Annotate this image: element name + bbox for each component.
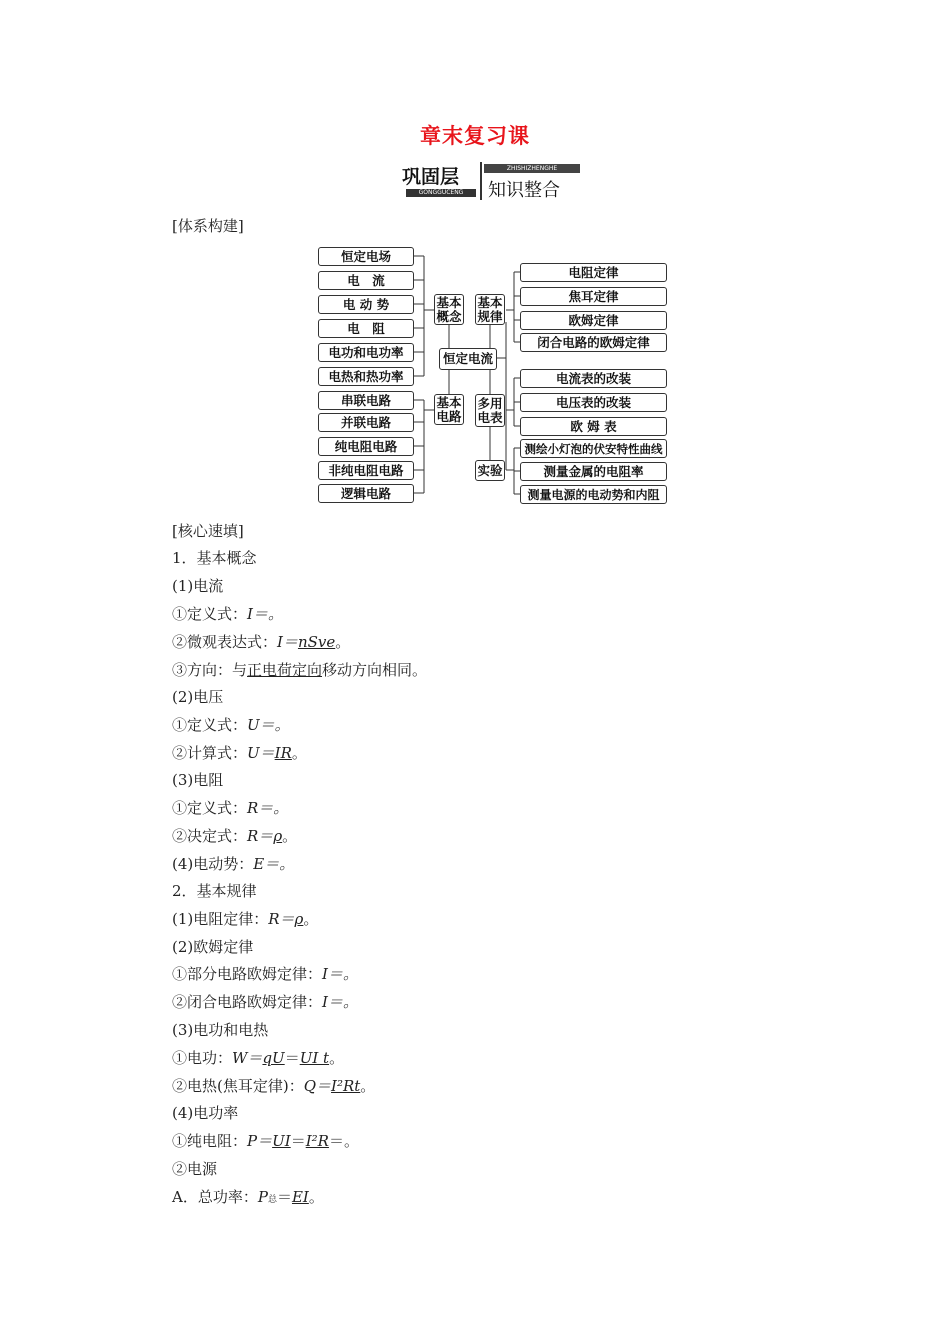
label: (1)电阻定律： xyxy=(172,910,269,928)
formula: R＝ xyxy=(268,910,295,928)
map-node-concept xyxy=(434,294,464,325)
map-item-logic: 逻辑电路 xyxy=(318,484,414,503)
formula: I＝。 xyxy=(322,993,358,1011)
voltage-heading: (2)电压 xyxy=(172,688,224,706)
page-title: 章末复习课 xyxy=(420,123,530,148)
map-item-current: 电 流 xyxy=(318,271,414,290)
answer: qU xyxy=(262,1049,285,1067)
formula: W＝ xyxy=(232,1049,263,1067)
text: 移动方向相同。 xyxy=(322,661,428,679)
label: ①定义式： xyxy=(172,605,248,623)
resist-heading: (3)电阻 xyxy=(172,771,224,789)
formula: R＝。 xyxy=(247,799,289,817)
heat-line: ②电热(焦耳定律)：Q＝I²Rt。 xyxy=(172,1077,376,1095)
resistance-law: (1)电阻定律：R＝ρ。 xyxy=(172,910,319,928)
map-item-pure-resistive: 纯电阻电路 xyxy=(318,437,414,456)
label: ②决定式： xyxy=(172,827,248,845)
label: ②微观表达式： xyxy=(172,633,278,651)
map-meter-ammeter: 电流表的改装 xyxy=(520,369,667,388)
answer: nSve xyxy=(297,633,336,651)
current-definition xyxy=(172,603,283,624)
map-item-parallel: 并联电路 xyxy=(318,413,414,432)
power-heading: (4)电功率 xyxy=(172,1104,239,1122)
banner-right-text: 知识整合 xyxy=(488,180,560,201)
answer: I²R xyxy=(305,1132,329,1150)
resist-determine: ②决定式：R＝ρ。 xyxy=(172,827,298,845)
ohm-heading: (2)欧姆定律 xyxy=(172,938,254,956)
work-line: ①电功：W＝qU＝UI t。 xyxy=(172,1049,345,1067)
ending: ＝。 xyxy=(328,1132,359,1150)
map-node-law-label: 基本 规律 xyxy=(477,294,503,324)
formula: U＝ xyxy=(247,744,275,762)
equals: ＝ xyxy=(276,1188,292,1206)
label: (4)电动势： xyxy=(172,855,254,873)
ohm-closed xyxy=(172,991,358,1012)
label: ①定义式： xyxy=(172,716,248,734)
map-exp-emf: 测量电源的电动势和内阻 xyxy=(520,485,667,504)
ohm-partial xyxy=(172,963,358,984)
map-item-heat-power: 电热和热功率 xyxy=(318,367,414,386)
label: ①部分电路欧姆定律： xyxy=(172,965,323,983)
answer: UI xyxy=(272,1132,291,1150)
map-law-ohm: 欧姆定律 xyxy=(520,311,667,330)
map-law-closed-ohm: 闭合电路的欧姆定律 xyxy=(520,333,667,352)
map-exp-bulb: 测绘小灯泡的伏安特性曲线 xyxy=(520,439,667,458)
label: ①电功： xyxy=(172,1049,233,1067)
map-node-center: 恒定电流 xyxy=(439,348,497,370)
banner-divider xyxy=(480,162,482,200)
label: ②闭合电路欧姆定律： xyxy=(172,993,323,1011)
formula: I＝ xyxy=(277,633,298,651)
formula: E＝。 xyxy=(253,855,295,873)
pure-resist-line xyxy=(172,1130,359,1151)
map-meter-ohmmeter: 欧 姆 表 xyxy=(520,417,667,436)
map-node-law xyxy=(475,294,505,325)
source-heading: ②电源 xyxy=(172,1160,218,1178)
formula: I＝。 xyxy=(247,605,283,623)
banner-left-pinyin: GONGGUCENG xyxy=(406,189,476,197)
map-item-work-power: 电功和电功率 xyxy=(318,343,414,362)
answer: IR xyxy=(274,744,292,762)
total-power-line: A．总功率：P总＝EI。 xyxy=(172,1188,324,1206)
current-heading: (1)电流 xyxy=(172,577,224,595)
label: ①定义式： xyxy=(172,799,248,817)
formula: R＝ xyxy=(247,827,274,845)
formula: Q＝ xyxy=(303,1077,332,1095)
map-item-series: 串联电路 xyxy=(318,391,414,410)
answer: 正电荷定向 xyxy=(247,661,323,679)
answer: I²Rt xyxy=(331,1077,361,1095)
equals: ＝ xyxy=(284,1049,300,1067)
formula: U＝。 xyxy=(247,716,290,734)
concept-map-connectors xyxy=(0,0,950,520)
formula: I＝。 xyxy=(322,965,358,983)
map-exp-resistivity: 测量金属的电阻率 xyxy=(520,462,667,481)
map-node-meter-label: 多用 电表 xyxy=(477,395,503,425)
concept-map xyxy=(0,0,950,520)
current-direction xyxy=(172,659,427,680)
map-item-emf: 电 动 势 xyxy=(318,295,414,314)
label: ②电热(焦耳定律)： xyxy=(172,1077,304,1095)
map-law-joule: 焦耳定律 xyxy=(520,287,667,306)
heading-basic-laws: 2．基本规律 xyxy=(172,882,257,900)
current-micro: ②微观表达式：I＝nSve。 xyxy=(172,633,351,651)
subscript: 总 xyxy=(267,1195,277,1205)
resist-definition xyxy=(172,797,288,818)
map-node-circuit-label: 基本 电路 xyxy=(436,394,462,424)
emf-line xyxy=(172,853,294,874)
map-item-nonpure-resistive: 非纯电阻电路 xyxy=(318,461,414,480)
map-node-experiment: 实验 xyxy=(475,460,505,481)
answer: EI xyxy=(291,1188,309,1206)
map-node-meter xyxy=(475,394,505,427)
label: ②计算式： xyxy=(172,744,248,762)
map-item-constant-field: 恒定电场 xyxy=(318,247,414,266)
heading-basic-concepts: 1．基本概念 xyxy=(172,549,257,567)
banner-right-pinyin: ZHISHIZHENGHE xyxy=(484,164,580,173)
map-item-resistance: 电 阻 xyxy=(318,319,414,338)
section-core-heading: [核心速填] xyxy=(172,522,244,540)
section-banner xyxy=(402,162,582,202)
label: A．总功率： xyxy=(172,1188,258,1206)
map-node-concept-label: 基本 概念 xyxy=(436,294,462,324)
formula: P xyxy=(257,1188,268,1206)
equals: ＝ xyxy=(290,1132,306,1150)
answer: ρ xyxy=(273,827,283,845)
work-heading: (3)电功和电热 xyxy=(172,1021,269,1039)
answer: ρ xyxy=(294,910,304,928)
voltage-calc: ②计算式：U＝IR。 xyxy=(172,744,307,762)
section-system-heading: [体系构建] xyxy=(172,217,244,235)
label: ①纯电阻： xyxy=(172,1132,248,1150)
formula: P＝ xyxy=(247,1132,273,1150)
map-node-circuit xyxy=(434,394,464,425)
voltage-definition xyxy=(172,714,290,735)
label: ③方向：与 xyxy=(172,661,248,679)
answer: UI t xyxy=(299,1049,330,1067)
map-meter-voltmeter: 电压表的改装 xyxy=(520,393,667,412)
banner-left-text: 巩固层 xyxy=(402,166,460,188)
map-law-resistance: 电阻定律 xyxy=(520,263,667,282)
